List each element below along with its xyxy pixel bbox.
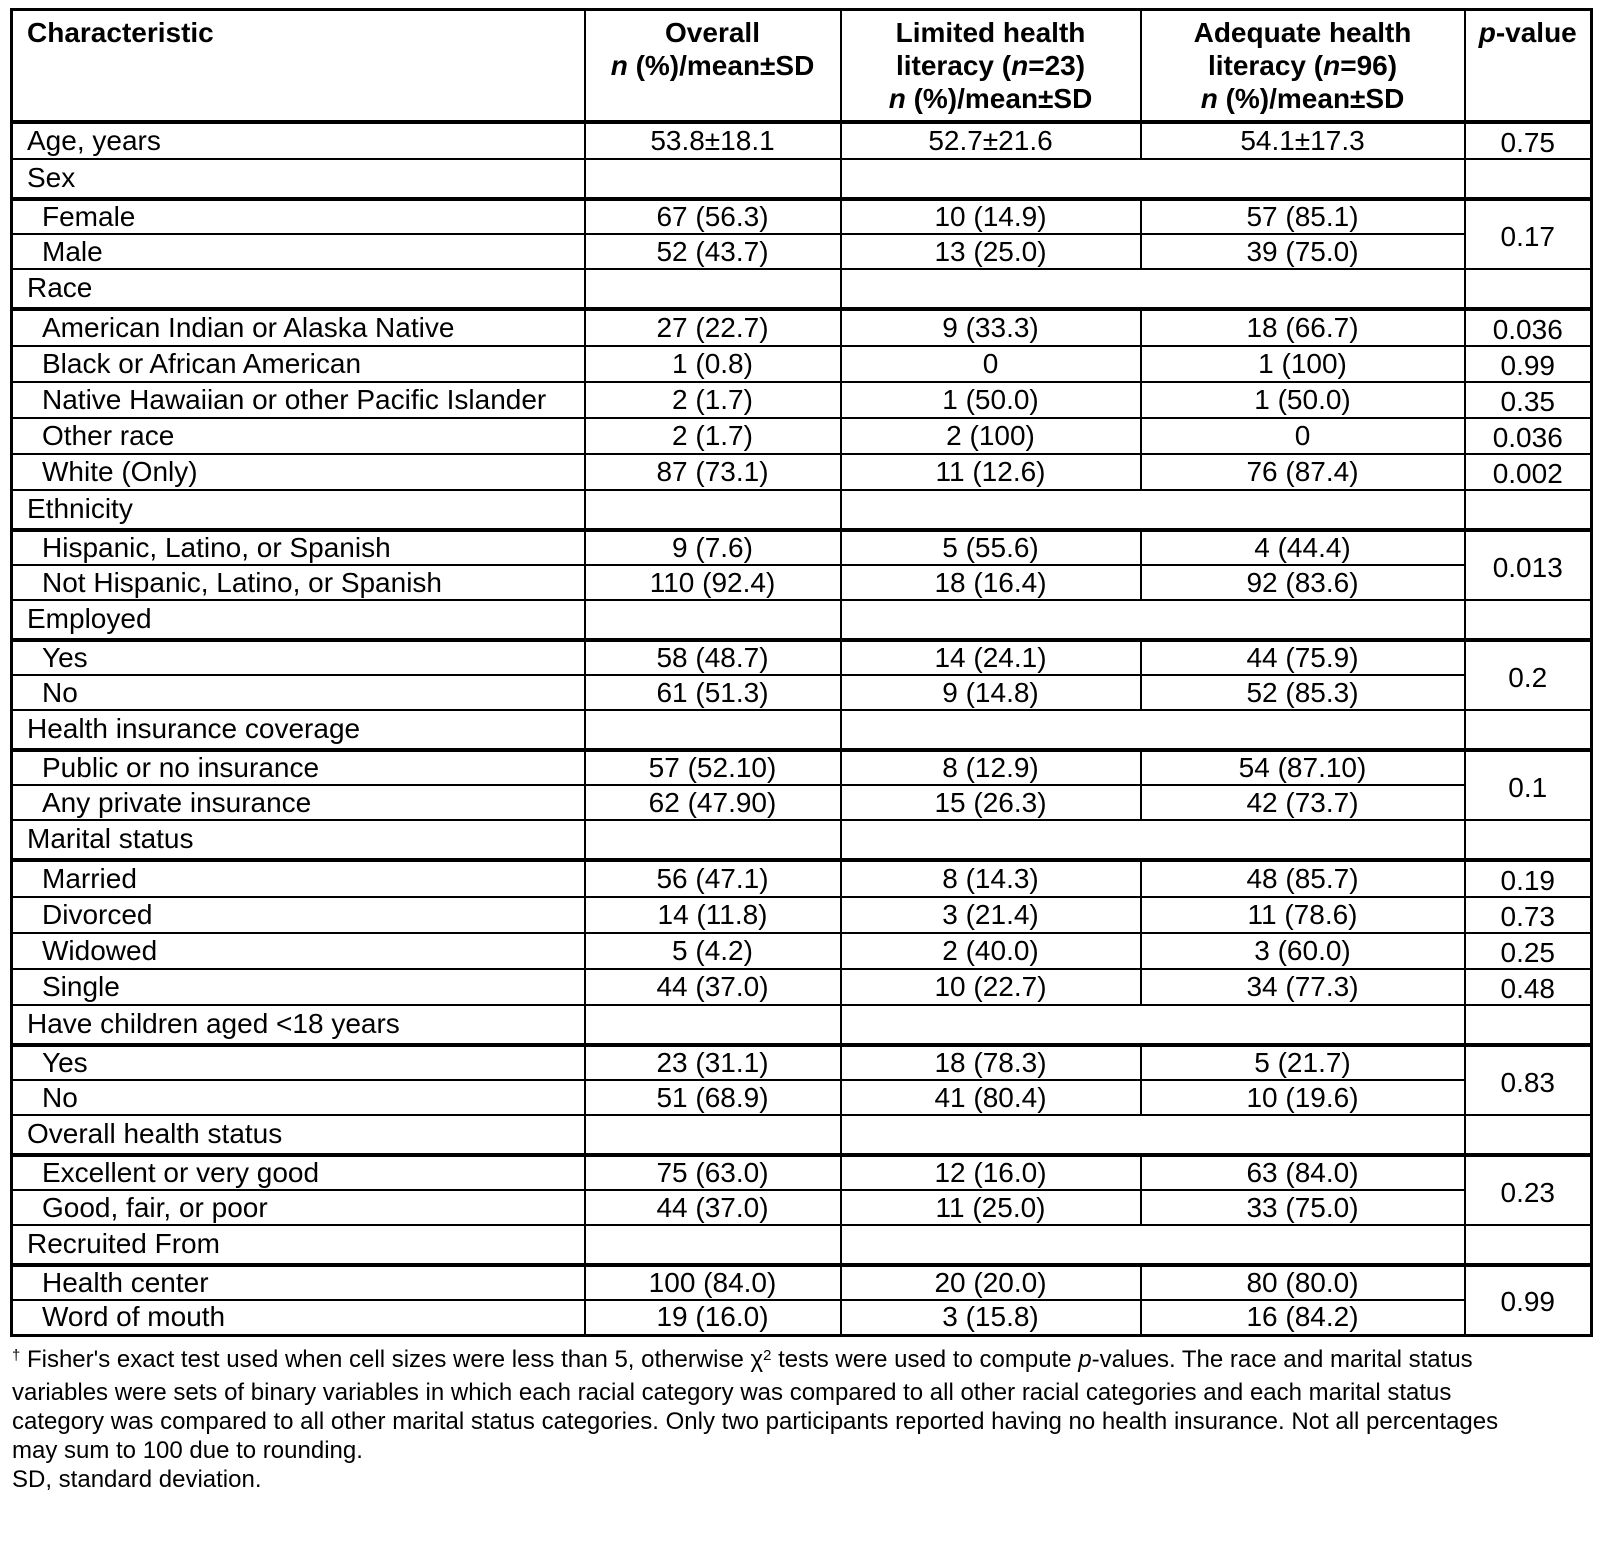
- table-header: [12, 10, 1592, 123]
- empty-cell: [585, 1115, 841, 1155]
- text-segment: may sum to 100 due to rounding.: [12, 1436, 363, 1464]
- p-value-cell: 0.036: [1465, 309, 1592, 346]
- characteristic-cell: Excellent or very good: [12, 1155, 585, 1190]
- characteristic-cell: No: [12, 675, 585, 710]
- adequate-cell: 4 (44.4): [1141, 530, 1465, 565]
- adequate-cell: 44 (75.9): [1141, 640, 1465, 675]
- text-segment: -values. The race and marital status: [1091, 1345, 1473, 1373]
- section-row: [12, 600, 1592, 640]
- text-segment: variables were sets of binary variables in which each racial category was compared to all other racial categories and each marital status: [12, 1378, 1452, 1406]
- p-value-cell: 0.73: [1465, 897, 1592, 933]
- characteristic-cell: Hispanic, Latino, or Spanish: [12, 530, 585, 565]
- characteristic-cell: White (Only): [12, 454, 585, 490]
- limited-cell: 11 (25.0): [841, 1190, 1141, 1225]
- header-row: [12, 10, 1592, 123]
- section-label-cell: Ethnicity: [12, 490, 585, 530]
- footnote-line: [12, 1465, 1592, 1494]
- table-row: [12, 309, 1592, 346]
- limited-cell: 3 (15.8): [841, 1300, 1141, 1335]
- p-value-cell: 0.99: [1465, 1265, 1592, 1335]
- characteristic-cell: Male: [12, 234, 585, 269]
- limited-cell: 41 (80.4): [841, 1080, 1141, 1115]
- table-row: [12, 122, 1592, 159]
- adequate-cell: 76 (87.4): [1141, 454, 1465, 490]
- characteristic-cell: Female: [12, 199, 585, 234]
- text-segment: SD, standard deviation.: [12, 1465, 262, 1493]
- empty-merged-cell: [841, 1225, 1465, 1265]
- overall-cell: 1 (0.8): [585, 346, 841, 382]
- empty-p-cell: [1465, 600, 1592, 640]
- section-row: [12, 159, 1592, 199]
- overall-cell: 5 (4.2): [585, 933, 841, 969]
- table-row: [12, 969, 1592, 1005]
- empty-merged-cell: [841, 490, 1465, 530]
- text-segment: Overall: [665, 17, 760, 48]
- overall-cell: 23 (31.1): [585, 1045, 841, 1080]
- table-row: [12, 1080, 1592, 1115]
- limited-cell: 9 (14.8): [841, 675, 1141, 710]
- table-row: [12, 933, 1592, 969]
- table-row: [12, 530, 1592, 565]
- p-value-cell: 0.25: [1465, 933, 1592, 969]
- overall-cell: 56 (47.1): [585, 860, 841, 897]
- empty-merged-cell: [841, 159, 1465, 199]
- adequate-cell: 63 (84.0): [1141, 1155, 1465, 1190]
- table-footnote: [10, 1345, 1592, 1494]
- adequate-cell: 3 (60.0): [1141, 933, 1465, 969]
- overall-cell: 62 (47.90): [585, 785, 841, 820]
- section-label-cell: Employed: [12, 600, 585, 640]
- adequate-cell: 1 (50.0): [1141, 382, 1465, 418]
- section-label-cell: Race: [12, 269, 585, 309]
- limited-cell: 52.7±21.6: [841, 122, 1141, 159]
- limited-cell: 20 (20.0): [841, 1265, 1141, 1300]
- col-header-p-value: [1465, 10, 1592, 123]
- table-row: [12, 640, 1592, 675]
- section-row: [12, 1005, 1592, 1045]
- text-segment: (%)/mean±SD: [627, 50, 815, 81]
- adequate-cell: 57 (85.1): [1141, 199, 1465, 234]
- footnote-line: [12, 1378, 1592, 1407]
- text-segment: literacy (: [895, 50, 1012, 81]
- text-segment: category was compared to all other marital status categories. Only two participants reported having no health insurance. Not all percentages: [12, 1407, 1499, 1435]
- limited-cell: 10 (22.7): [841, 969, 1141, 1005]
- text-segment: (%)/mean±SD: [905, 83, 1093, 114]
- text-segment: (%)/mean±SD: [1217, 83, 1405, 114]
- characteristic-cell: Age, years: [12, 122, 585, 159]
- overall-cell: 14 (11.8): [585, 897, 841, 933]
- table-row: [12, 785, 1592, 820]
- table-row: [12, 234, 1592, 269]
- table-row: [12, 1265, 1592, 1300]
- overall-cell: 2 (1.7): [585, 418, 841, 454]
- text-segment: -value: [1495, 17, 1577, 48]
- p-value-cell: 0.19: [1465, 860, 1592, 897]
- empty-cell: [585, 820, 841, 860]
- table-row: [12, 897, 1592, 933]
- overall-cell: 2 (1.7): [585, 382, 841, 418]
- table-row: [12, 1045, 1592, 1080]
- table-row: [12, 454, 1592, 490]
- section-row: [12, 1115, 1592, 1155]
- table-row: [12, 418, 1592, 454]
- adequate-cell: 92 (83.6): [1141, 565, 1465, 600]
- p-value-cell: 0.23: [1465, 1155, 1592, 1225]
- limited-cell: 2 (100): [841, 418, 1141, 454]
- limited-cell: 13 (25.0): [841, 234, 1141, 269]
- table-row: [12, 860, 1592, 897]
- empty-merged-cell: [841, 1115, 1465, 1155]
- adequate-cell: 54.1±17.3: [1141, 122, 1465, 159]
- characteristic-cell: Native Hawaiian or other Pacific Islander: [12, 382, 585, 418]
- overall-cell: 44 (37.0): [585, 969, 841, 1005]
- section-row: [12, 820, 1592, 860]
- adequate-cell: 5 (21.7): [1141, 1045, 1465, 1080]
- text-segment: n: [1200, 83, 1218, 114]
- adequate-cell: 33 (75.0): [1141, 1190, 1465, 1225]
- p-value-cell: 0.75: [1465, 122, 1592, 159]
- empty-p-cell: [1465, 269, 1592, 309]
- empty-merged-cell: [841, 820, 1465, 860]
- p-value-cell: 0.17: [1465, 199, 1592, 269]
- p-value-cell: 0.2: [1465, 640, 1592, 710]
- overall-cell: 75 (63.0): [585, 1155, 841, 1190]
- table-row: [12, 382, 1592, 418]
- section-label-cell: Sex: [12, 159, 585, 199]
- limited-cell: 18 (78.3): [841, 1045, 1141, 1080]
- table-row: [12, 346, 1592, 382]
- text-segment: n: [1011, 50, 1029, 81]
- table-row: [12, 675, 1592, 710]
- overall-cell: 27 (22.7): [585, 309, 841, 346]
- section-label-cell: Health insurance coverage: [12, 710, 585, 750]
- table-row: [12, 1190, 1592, 1225]
- section-row: [12, 1225, 1592, 1265]
- table-row: [12, 1300, 1592, 1335]
- text-segment: n: [888, 83, 906, 114]
- adequate-cell: 11 (78.6): [1141, 897, 1465, 933]
- col-header-adequate-health-literacy: [1141, 10, 1465, 123]
- adequate-cell: 18 (66.7): [1141, 309, 1465, 346]
- empty-merged-cell: [841, 600, 1465, 640]
- text-segment: 2: [763, 1347, 772, 1364]
- limited-cell: 2 (40.0): [841, 933, 1141, 969]
- empty-merged-cell: [841, 710, 1465, 750]
- text-segment: p: [1078, 1345, 1092, 1373]
- text-segment: =96): [1340, 50, 1398, 81]
- characteristic-cell: Yes: [12, 1045, 585, 1080]
- characteristic-cell: Not Hispanic, Latino, or Spanish: [12, 565, 585, 600]
- section-row: [12, 710, 1592, 750]
- text-segment: n: [610, 50, 628, 81]
- section-label-cell: Recruited From: [12, 1225, 585, 1265]
- p-value-cell: 0.48: [1465, 969, 1592, 1005]
- characteristic-cell: Widowed: [12, 933, 585, 969]
- adequate-cell: 10 (19.6): [1141, 1080, 1465, 1115]
- text-segment: n: [1323, 50, 1341, 81]
- limited-cell: 3 (21.4): [841, 897, 1141, 933]
- limited-cell: 12 (16.0): [841, 1155, 1141, 1190]
- section-label-cell: Have children aged <18 years: [12, 1005, 585, 1045]
- footnote-line: [12, 1436, 1592, 1465]
- table-row: [12, 750, 1592, 785]
- empty-cell: [585, 1005, 841, 1045]
- overall-cell: 87 (73.1): [585, 454, 841, 490]
- empty-p-cell: [1465, 1115, 1592, 1155]
- overall-cell: 19 (16.0): [585, 1300, 841, 1335]
- characteristic-cell: Single: [12, 969, 585, 1005]
- characteristic-cell: Divorced: [12, 897, 585, 933]
- p-value-cell: 0.002: [1465, 454, 1592, 490]
- section-row: [12, 269, 1592, 309]
- empty-cell: [585, 159, 841, 199]
- characteristic-cell: Married: [12, 860, 585, 897]
- characteristic-cell: No: [12, 1080, 585, 1115]
- overall-cell: 51 (68.9): [585, 1080, 841, 1115]
- p-value-cell: 0.99: [1465, 346, 1592, 382]
- col-header-limited-health-literacy: [841, 10, 1141, 123]
- text-segment: =23): [1028, 50, 1086, 81]
- characteristic-cell: American Indian or Alaska Native: [12, 309, 585, 346]
- p-value-cell: 0.013: [1465, 530, 1592, 600]
- table-row: [12, 565, 1592, 600]
- adequate-cell: 80 (80.0): [1141, 1265, 1465, 1300]
- text-segment: Fisher's exact test used when cell sizes were less than 5, otherwise χ: [20, 1345, 764, 1373]
- footnote-line: [12, 1345, 1592, 1378]
- limited-cell: 8 (14.3): [841, 860, 1141, 897]
- table-row: [12, 1155, 1592, 1190]
- p-value-cell: 0.83: [1465, 1045, 1592, 1115]
- section-label-cell: Marital status: [12, 820, 585, 860]
- characteristic-cell: Any private insurance: [12, 785, 585, 820]
- adequate-cell: 0: [1141, 418, 1465, 454]
- empty-cell: [585, 1225, 841, 1265]
- section-row: [12, 490, 1592, 530]
- overall-cell: 44 (37.0): [585, 1190, 841, 1225]
- characteristic-cell: Public or no insurance: [12, 750, 585, 785]
- text-segment: tests were used to compute: [771, 1345, 1079, 1373]
- footnote-line: [12, 1407, 1592, 1436]
- section-label-cell: Overall health status: [12, 1115, 585, 1155]
- overall-cell: 53.8±18.1: [585, 122, 841, 159]
- overall-cell: 9 (7.6): [585, 530, 841, 565]
- text-segment: p: [1478, 17, 1496, 48]
- p-value-cell: 0.036: [1465, 418, 1592, 454]
- empty-p-cell: [1465, 1005, 1592, 1045]
- text-segment: Adequate health: [1193, 17, 1412, 48]
- empty-p-cell: [1465, 710, 1592, 750]
- limited-cell: 0: [841, 346, 1141, 382]
- limited-cell: 1 (50.0): [841, 382, 1141, 418]
- adequate-cell: 48 (85.7): [1141, 860, 1465, 897]
- characteristics-table: [10, 8, 1593, 1337]
- overall-cell: 57 (52.10): [585, 750, 841, 785]
- empty-p-cell: [1465, 490, 1592, 530]
- adequate-cell: 52 (85.3): [1141, 675, 1465, 710]
- overall-cell: 67 (56.3): [585, 199, 841, 234]
- overall-cell: 110 (92.4): [585, 565, 841, 600]
- overall-cell: 52 (43.7): [585, 234, 841, 269]
- limited-cell: 11 (12.6): [841, 454, 1141, 490]
- characteristic-cell: Yes: [12, 640, 585, 675]
- characteristic-cell: Good, fair, or poor: [12, 1190, 585, 1225]
- adequate-cell: 34 (77.3): [1141, 969, 1465, 1005]
- adequate-cell: 42 (73.7): [1141, 785, 1465, 820]
- adequate-cell: 54 (87.10): [1141, 750, 1465, 785]
- col-header-characteristic: [12, 10, 585, 123]
- empty-cell: [585, 600, 841, 640]
- empty-cell: [585, 490, 841, 530]
- p-value-cell: 0.35: [1465, 382, 1592, 418]
- text-segment: literacy (: [1207, 50, 1324, 81]
- table-body: [12, 122, 1592, 1335]
- empty-merged-cell: [841, 269, 1465, 309]
- characteristic-cell: Word of mouth: [12, 1300, 585, 1335]
- characteristic-cell: Black or African American: [12, 346, 585, 382]
- empty-cell: [585, 269, 841, 309]
- text-segment: †: [12, 1347, 21, 1364]
- limited-cell: 15 (26.3): [841, 785, 1141, 820]
- overall-cell: 61 (51.3): [585, 675, 841, 710]
- limited-cell: 5 (55.6): [841, 530, 1141, 565]
- characteristic-cell: Health center: [12, 1265, 585, 1300]
- limited-cell: 14 (24.1): [841, 640, 1141, 675]
- empty-merged-cell: [841, 1005, 1465, 1045]
- overall-cell: 100 (84.0): [585, 1265, 841, 1300]
- text-segment: Characteristic: [27, 17, 214, 48]
- adequate-cell: 1 (100): [1141, 346, 1465, 382]
- limited-cell: 10 (14.9): [841, 199, 1141, 234]
- empty-p-cell: [1465, 820, 1592, 860]
- adequate-cell: 16 (84.2): [1141, 1300, 1465, 1335]
- empty-p-cell: [1465, 159, 1592, 199]
- table-row: [12, 199, 1592, 234]
- text-segment: Limited health: [895, 17, 1086, 48]
- characteristic-cell: Other race: [12, 418, 585, 454]
- empty-p-cell: [1465, 1225, 1592, 1265]
- overall-cell: 58 (48.7): [585, 640, 841, 675]
- adequate-cell: 39 (75.0): [1141, 234, 1465, 269]
- empty-cell: [585, 710, 841, 750]
- col-header-overall: [585, 10, 841, 123]
- limited-cell: 18 (16.4): [841, 565, 1141, 600]
- limited-cell: 9 (33.3): [841, 309, 1141, 346]
- limited-cell: 8 (12.9): [841, 750, 1141, 785]
- p-value-cell: 0.1: [1465, 750, 1592, 820]
